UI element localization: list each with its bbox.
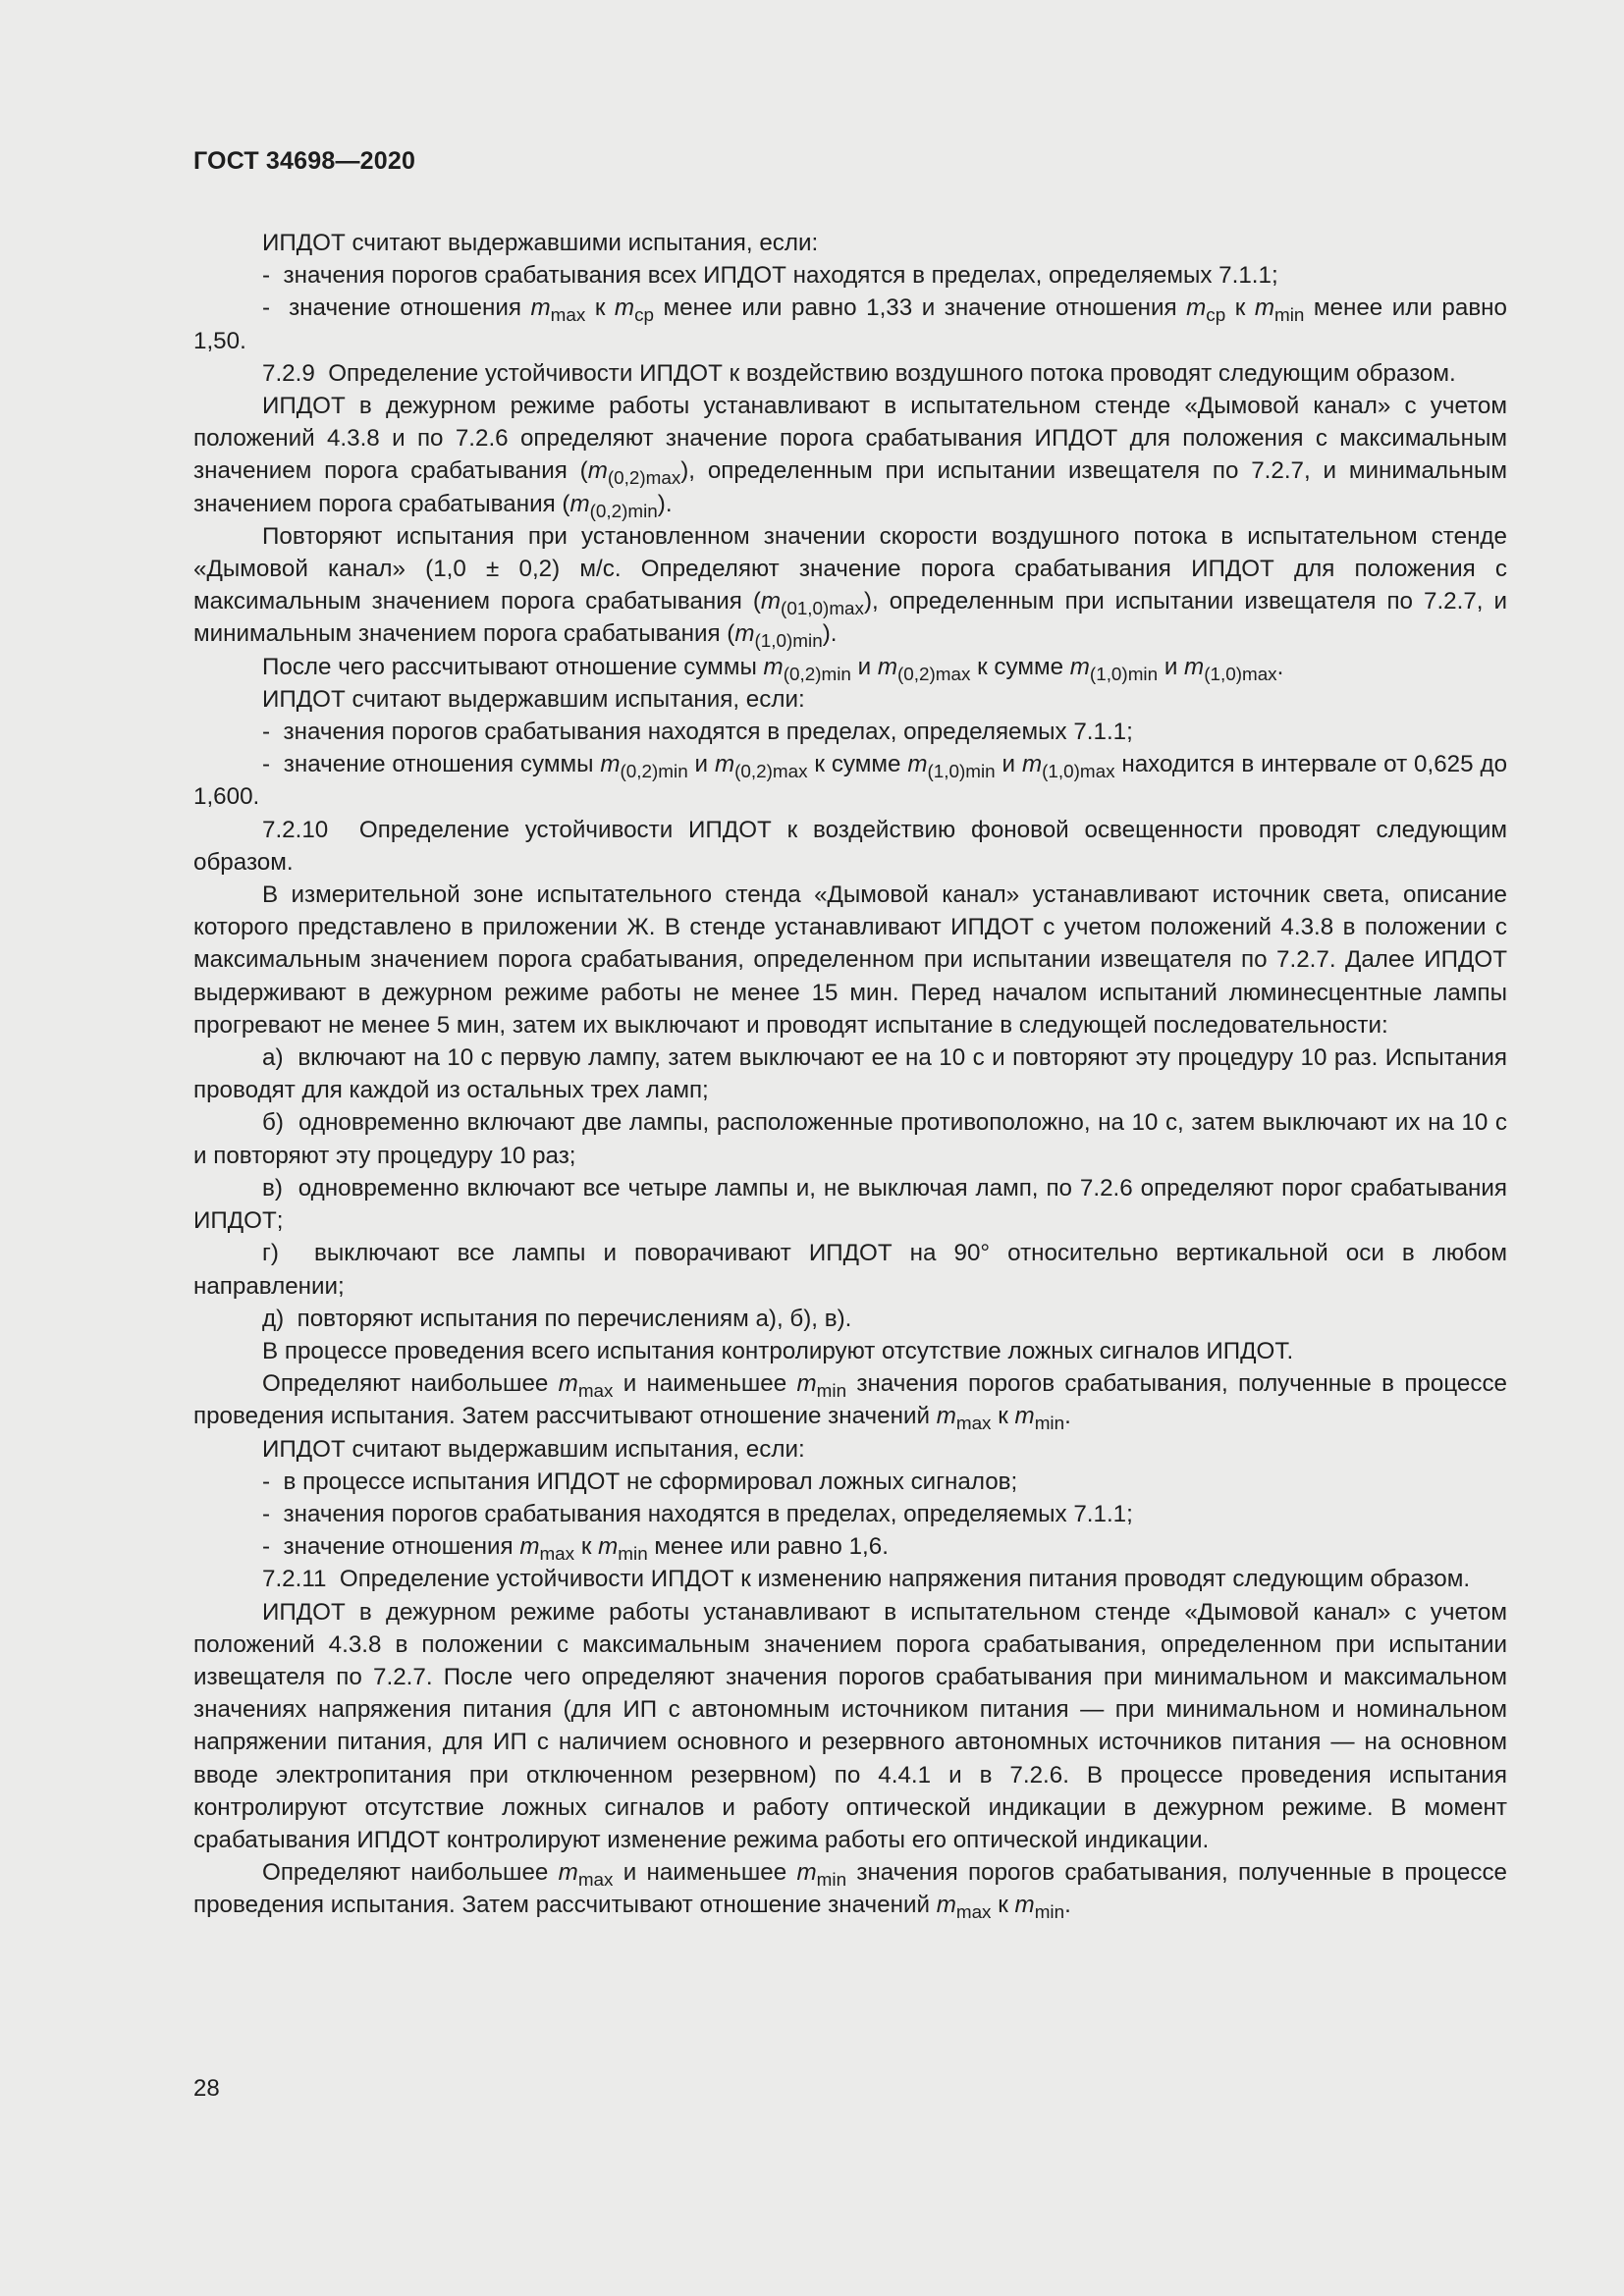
page-number: 28 xyxy=(193,2075,220,2102)
paragraph: - значение отношения суммы $m_{(0,2)min}$ и $m_{(0,2)max}$ к сумме $m_{(1,0)min}$ и $m_{(1,0)max}$ находится в интервале от 0,625 до 1,600. xyxy=(193,751,1508,811)
paragraph: 7.2.11 Определение устойчивости ИПДОТ к изменению напряжения питания проводят следующим образом. xyxy=(262,1566,1471,1593)
paragraph: ИПДОТ считают выдержавшим испытания, если: xyxy=(262,685,805,713)
document-code-header: ГОСТ 34698—2020 xyxy=(193,147,416,175)
paragraph: - значения порогов срабатывания всех ИПДОТ находятся в пределах, определяемых 7.1.1; xyxy=(262,262,1278,290)
paragraph: г) выключают все лампы и поворачивают ИПДОТ на 90° относительно вертикальной оси в любом направлении; xyxy=(193,1240,1507,1300)
paragraph: - в процессе испытания ИПДОТ не сформировал ложных сигналов; xyxy=(262,1468,1018,1495)
paragraph: 7.2.10 Определение устойчивости ИПДОТ к воздействию фоновой освещенности проводят следующим образом. xyxy=(193,816,1507,876)
paragraph: ИПДОТ в дежурном режиме работы устанавливают в испытательном стенде «Дымовой канал» с учетом положений 4.3.8 в положении с максимальным значением порога срабатывания, определенном при испытании извещателя по 7.2.7. После чего определяют значения порогов срабатывания при минимальном и максимальном значениях напряжения питания (для ИП с автономным источником питания — при минимальном и номинальном напряжении питания, для ИП с наличием основного и резервного автономных источников питания — на основном вводе электропитания при отключенном резервном) по 4.4.1 и в 7.2.6. В процессе проведения испытания контролируют отсутствие ложных сигналов и работу оптической индикации в дежурном режиме. В момент срабатывания ИПДОТ контролируют изменение режима работы его оптической индикации. xyxy=(193,1598,1507,1853)
paragraph: а) включают на 10 с первую лампу, затем выключают ее на 10 с и повторяют эту процедуру 10 раз. Испытания проводят для каждой из остальных трех ламп; xyxy=(193,1044,1507,1104)
paragraph: в) одновременно включают все четыре лампы и, не выключая ламп, по 7.2.6 определяют порог срабатывания ИПДОТ; xyxy=(193,1174,1507,1235)
paragraph: Определяют наибольшее $m_{max}$ и наименьшее $m_{min}$ значения порогов срабатывания, полученные в процессе проведения испытания. Затем рассчитывают отношение значений $m_{max}$ к $m_{min}$. xyxy=(193,1370,1507,1434)
paragraph: ИПДОТ считают выдержавшими испытания, если: xyxy=(262,230,819,256)
paragraph: После чего рассчитывают отношение суммы $m_{(0,2)min}$ и $m_{(0,2)max}$ к сумме $m_{(1,0)min}$ и $m_{(1,0)max}$. xyxy=(262,653,1284,684)
paragraph: б) одновременно включают две лампы, расположенные противоположно, на 10 с, затем выключают их на 10 с и повторяют эту процедуру 10 раз; xyxy=(193,1109,1507,1169)
paragraph: - значения порогов срабатывания находятся в пределах, определяемых 7.1.1; xyxy=(262,719,1133,746)
paragraph: - значения порогов срабатывания находятся в пределах, определяемых 7.1.1; xyxy=(262,1500,1133,1527)
paragraph: В измерительной зоне испытательного стенда «Дымовой канал» устанавливают источник света, описание которого представлено в приложении Ж. В стенде устанавливают ИПДОТ с учетом положений 4.3.8 в положении с максимальным значением порога срабатывания, определенном при испытании извещателя по 7.2.7. Далее ИПДОТ выдерживают в дежурном режиме работы не менее 15 мин. Перед началом испытаний люминесцентные лампы прогревают не менее 5 мин, затем их выключают и проводят испытание в следующей последовательности: xyxy=(193,881,1507,1039)
paragraph: 7.2.9 Определение устойчивости ИПДОТ к воздействию воздушного потока проводят следующим образом. xyxy=(262,359,1456,387)
paragraph: Определяют наибольшее $m_{max}$ и наименьшее $m_{min}$ значения порогов срабатывания, полученные в процессе проведения испытания. Затем рассчитывают отношение значений $m_{max}$ к $m_{min}$. xyxy=(193,1859,1507,1923)
paragraph: Повторяют испытания при установленном значении скорости воздушного потока в испытательном стенде «Дымовой канал» (1,0 ± 0,2) м/с. Определяют значение порога срабатывания ИПДОТ для положения с максимальным значением порога срабатывания $(m_{(01,0)max})$, определенным при испытании извещателя по 7.2.7, и минимальным значением порога срабатывания $(m_{(1,0)min})$. xyxy=(193,522,1507,652)
paragraph: ИПДОТ в дежурном режиме работы устанавливают в испытательном стенде «Дымовой канал» с учетом положений 4.3.8 и по 7.2.6 определяют значение порога срабатывания ИПДОТ для положения с максимальным значением порога срабатывания $(m_{(0,2)max})$, определенным при испытании извещателя по 7.2.7, и минимальным значением порога срабатывания $(m_{(0,2)min})$. xyxy=(193,393,1507,521)
document-body xyxy=(193,227,1507,1922)
paragraph: ИПДОТ считают выдержавшим испытания, если: xyxy=(262,1435,805,1463)
paragraph: В процессе проведения всего испытания контролируют отсутствие ложных сигналов ИПДОТ. xyxy=(262,1337,1294,1364)
paragraph: д) повторяют испытания по перечислениям а), б), в). xyxy=(262,1305,852,1332)
paragraph: - значение отношения $m_{max}$ к $m_{cp}$ менее или равно 1,33 и значение отношения $m_{cp}$ к $m_{min}$ менее или равно 1,50. xyxy=(193,294,1507,354)
paragraph: - значение отношения $m_{max}$ к $m_{min}$ менее или равно 1,6. xyxy=(262,1533,889,1565)
